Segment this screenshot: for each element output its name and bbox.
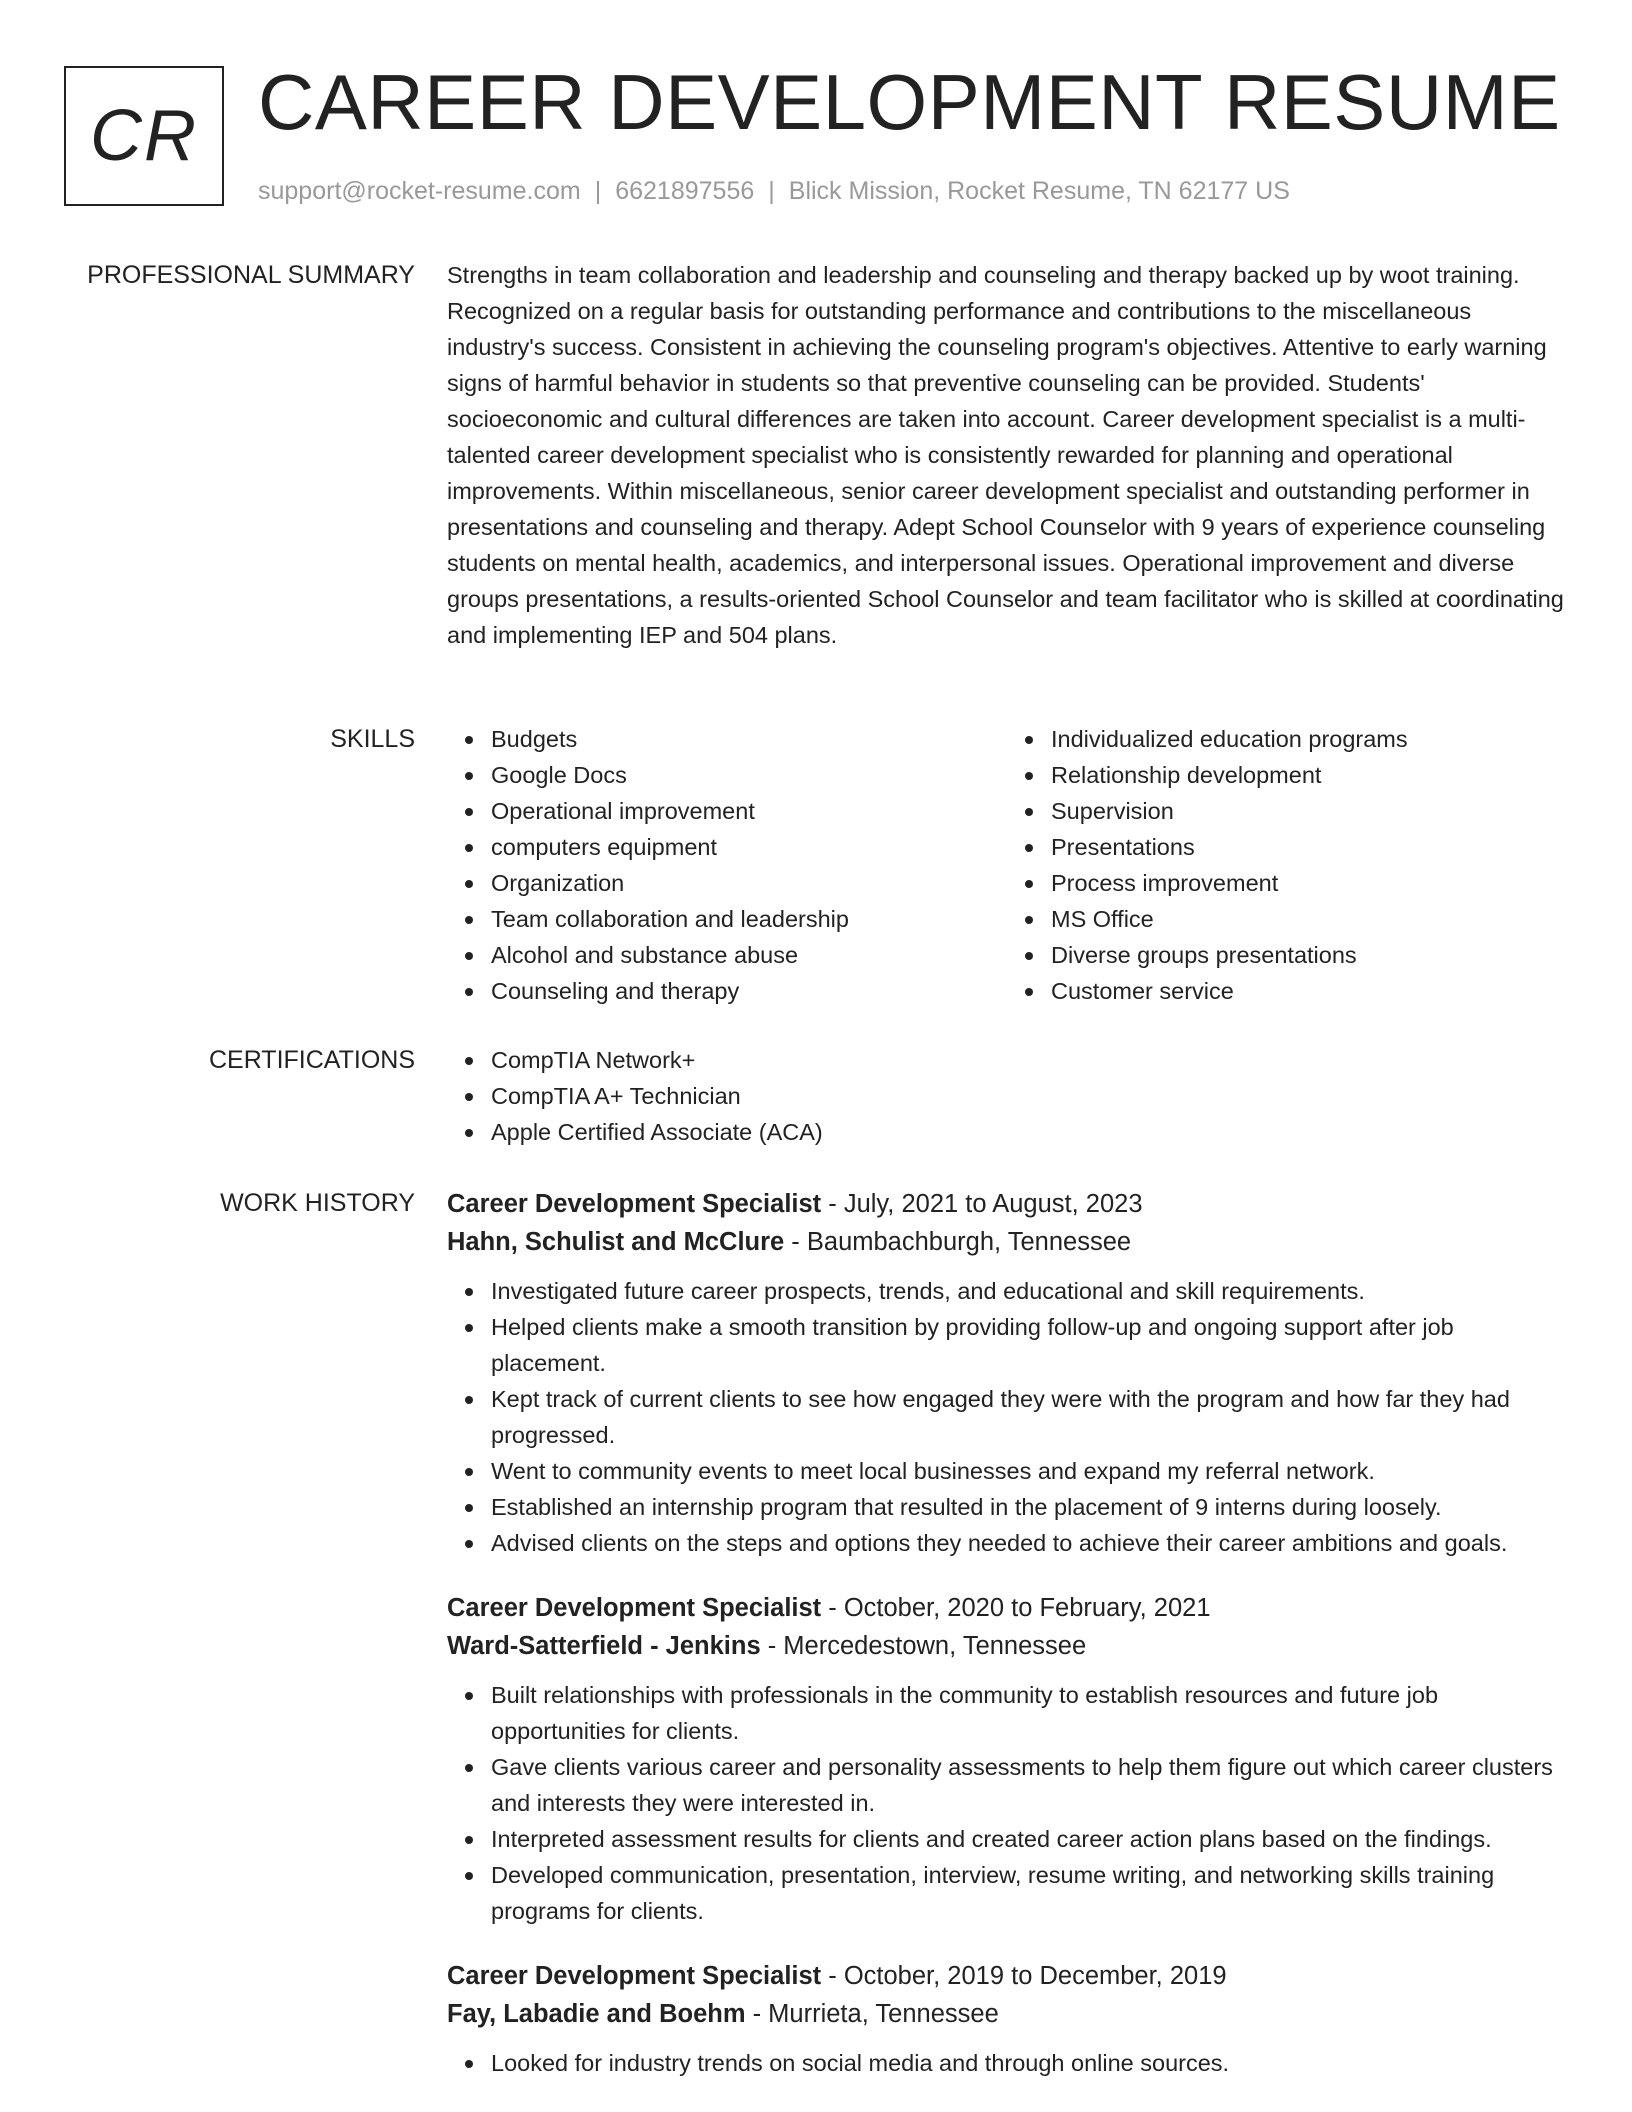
job-dates: - October, 2020 to February, 2021 bbox=[821, 1594, 1211, 1622]
skill-item: Counseling and therapy bbox=[491, 973, 1007, 1009]
job-bullets bbox=[447, 1273, 1567, 1561]
job-entry bbox=[447, 1185, 1567, 1561]
summary-text: Strengths in team collaboration and leadership and counseling and therapy backed up by woot training. Recognized on a regular basis for outstanding performance and contributions to the miscellaneous industry's success. Consistent in achieving the counseling program's objectives. Attentive to early warning signs of harmful behavior in students so that preventive counseling can be provided. Students' socioeconomic and cultural differences are taken into account. Career development specialist is a multi-talented career development specialist who is consistently rewarded for planning and operational improvements. Within miscellaneous, senior career development specialist and outstanding performer in presentations and counseling and therapy. Adept School Counselor with 9 years of experience counseling students on mental health, academics, and interpersonal issues. Operational improvement and diverse groups presentations, a results-oriented School Counselor and team facilitator who is skilled at coordinating and implementing IEP and 504 plans. bbox=[447, 262, 1564, 648]
monogram-box bbox=[64, 66, 224, 206]
certification-item: Apple Certified Associate (ACA) bbox=[491, 1114, 1567, 1150]
job-title: Career Development Specialist bbox=[447, 1594, 822, 1622]
certifications-list bbox=[447, 1042, 1567, 1150]
job-bullet: Built relationships with professionals in the community to establish resources and future job opportunities for clients. bbox=[491, 1677, 1567, 1749]
summary-body bbox=[447, 257, 1567, 653]
skill-item: Process improvement bbox=[1051, 865, 1567, 901]
job-bullet: Kept track of current clients to see how engaged they were with the program and how far they had progressed. bbox=[491, 1381, 1567, 1453]
job-bullet: Interpreted assessment results for clients and created career action plans based on the findings. bbox=[491, 1821, 1567, 1857]
job-entry bbox=[447, 1957, 1567, 2081]
job-dates: - July, 2021 to August, 2023 bbox=[821, 1190, 1143, 1218]
skill-item: Relationship development bbox=[1051, 757, 1567, 793]
skill-item: Operational improvement bbox=[491, 793, 1007, 829]
resume-title: CAREER DEVELOPMENT RESUME bbox=[258, 58, 1561, 146]
job-bullet: Developed communication, presentation, interview, resume writing, and networking skills training programs for clients. bbox=[491, 1857, 1567, 1929]
job-location: - Baumbachburgh, Tennessee bbox=[784, 1228, 1132, 1256]
work-history-label: WORK HISTORY bbox=[220, 1189, 415, 1217]
job-bullet: Gave clients various career and personality assessments to help them figure out which career clusters and interests they were interested in. bbox=[491, 1749, 1567, 1821]
skill-item: MS Office bbox=[1051, 901, 1567, 937]
job-company-line bbox=[447, 1627, 1567, 1665]
contact-separator: | bbox=[768, 177, 775, 205]
job-entry bbox=[447, 1589, 1567, 1929]
skills-label: SKILLS bbox=[330, 725, 415, 753]
job-company-line bbox=[447, 1223, 1567, 1261]
job-bullet: Established an internship program that resulted in the placement of 9 interns during loosely. bbox=[491, 1489, 1567, 1525]
job-title-line bbox=[447, 1185, 1567, 1223]
skill-item: computers equipment bbox=[491, 829, 1007, 865]
job-title: Career Development Specialist bbox=[447, 1190, 822, 1218]
job-bullet: Helped clients make a smooth transition by providing follow-up and ongoing support after job placement. bbox=[491, 1309, 1567, 1381]
job-bullet: Advised clients on the steps and options they needed to achieve their career ambitions and goals. bbox=[491, 1525, 1567, 1561]
contact-separator: | bbox=[594, 177, 602, 205]
skill-item: Organization bbox=[491, 865, 1007, 901]
skills-list-right bbox=[1007, 721, 1567, 1009]
job-location: - Mercedestown, Tennessee bbox=[760, 1632, 1087, 1660]
job-dates: - October, 2019 to December, 2019 bbox=[821, 1962, 1227, 1990]
job-company: Fay, Labadie and Boehm bbox=[447, 2000, 746, 2028]
job-bullet: Looked for industry trends on social media and through online sources. bbox=[491, 2045, 1567, 2081]
job-bullet: Investigated future career prospects, trends, and educational and skill requirements. bbox=[491, 1273, 1567, 1309]
skill-item: Diverse groups presentations bbox=[1051, 937, 1567, 973]
job-company: Ward-Satterfield - Jenkins bbox=[447, 1632, 761, 1660]
skill-item: Individualized education programs bbox=[1051, 721, 1567, 757]
skill-item: Customer service bbox=[1051, 973, 1567, 1009]
skill-item: Team collaboration and leadership bbox=[491, 901, 1007, 937]
job-bullets bbox=[447, 2045, 1567, 2081]
skill-item: Supervision bbox=[1051, 793, 1567, 829]
job-bullets bbox=[447, 1677, 1567, 1929]
skill-item: Budgets bbox=[491, 721, 1007, 757]
contact-line bbox=[258, 174, 1290, 208]
certifications-body bbox=[447, 1042, 1567, 1150]
job-company: Hahn, Schulist and McClure bbox=[447, 1228, 785, 1256]
contact-phone: 6621897556 bbox=[615, 177, 755, 205]
job-title-line bbox=[447, 1957, 1567, 1995]
skill-item: Presentations bbox=[1051, 829, 1567, 865]
job-title: Career Development Specialist bbox=[447, 1962, 822, 1990]
certification-item: CompTIA A+ Technician bbox=[491, 1078, 1567, 1114]
summary-label: PROFESSIONAL SUMMARY bbox=[87, 261, 415, 289]
job-bullet: Went to community events to meet local businesses and expand my referral network. bbox=[491, 1453, 1567, 1489]
monogram-initials: CR bbox=[90, 96, 198, 176]
work-history-body bbox=[447, 1185, 1567, 2109]
contact-email: support@rocket-resume.com bbox=[258, 177, 581, 205]
skills-list-left bbox=[447, 721, 1007, 1009]
certifications-label: CERTIFICATIONS bbox=[208, 1046, 415, 1074]
certification-item: CompTIA Network+ bbox=[491, 1042, 1567, 1078]
contact-address: Blick Mission, Rocket Resume, TN 62177 US bbox=[788, 177, 1290, 205]
skill-item: Alcohol and substance abuse bbox=[491, 937, 1007, 973]
job-title-line bbox=[447, 1589, 1567, 1627]
skills-body bbox=[447, 721, 1567, 1009]
job-company-line bbox=[447, 1995, 1567, 2033]
skill-item: Google Docs bbox=[491, 757, 1007, 793]
job-location: - Murrieta, Tennessee bbox=[745, 2000, 999, 2028]
